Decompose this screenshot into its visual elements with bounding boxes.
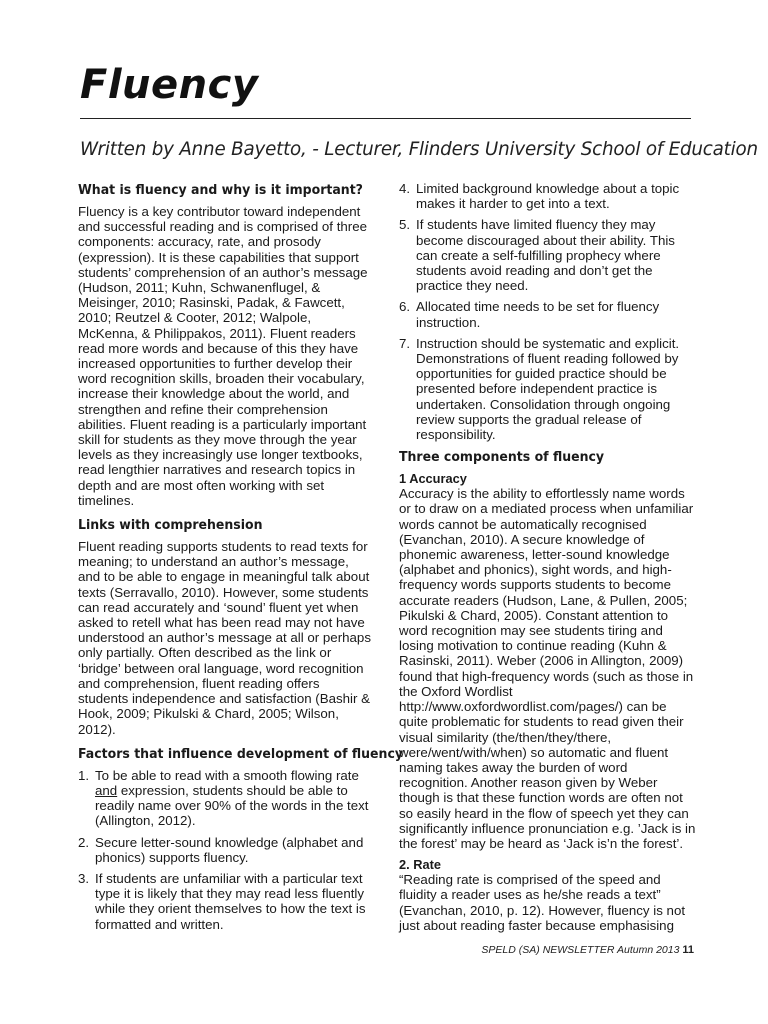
page-number: 11 [682, 944, 694, 956]
list-item [399, 217, 696, 293]
factors-list-continued [399, 181, 696, 442]
list-number: 2. [78, 834, 90, 850]
right-column [399, 181, 696, 933]
list-item [399, 181, 696, 211]
factors-list [78, 768, 373, 932]
list-number: 7. [399, 335, 411, 351]
subheading-accuracy: 1 Accuracy [399, 471, 467, 487]
paragraph-accuracy: Accuracy is the ability to effortlessly name words or to draw on a mediated process when unfamiliar words cannot be automatically recognised (Evanchan, 2010). A secure knowledge of phonemic awareness, letter-sound knowledge (alphabet and phonics), sight words, and high-frequency words supports students to become accurate readers (Hudson, Lane, & Pullen, 2005; Pikulski & Chard, 2005). Constant attention to word recognition may see students tiring and losing motivation to continue reading (Kuhn & Rasinski, 2011). Weber (2006 in Allington, 2009) found that high-frequency words (such as those in the Oxford Wordlist http://www.oxfordwordlist.com/pages/) can be quite problematic for students to read given their visual similarity (the/then/they/there, were/went/with/when) so automatic and fluent naming takes away the burden of word recognition. Another reason given by Weber though is that these function words are often not so easily heard in the flow of speech yet they can significantly influence pronunciation e.g. ’Jack is in the forest’ may be heard as ‘Jack is’n the forest’. [399, 486, 696, 851]
list-item [78, 871, 373, 932]
list-text: expression, students should be able to readily name over 90% of the words in the text (Allington, 2012). [95, 782, 369, 829]
section-heading-comprehension: Links with comprehension [78, 517, 263, 534]
list-item [78, 835, 373, 865]
list-text: Secure letter-sound knowledge (alphabet and phonics) supports fluency. [95, 834, 364, 865]
list-text: If students have limited fluency they may become discouraged about their ability. This can create a self-fulfilling prophecy where students avoid reading and don’t get the practice they need. [416, 217, 675, 294]
subheading-rate: 2. Rate [399, 857, 441, 873]
footer-publication: SPELD (SA) NEWSLETTER Autumn 2013 [481, 944, 680, 956]
list-number: 4. [399, 181, 411, 196]
list-text: Limited background knowledge about a topic makes it harder to get into a text. [416, 181, 680, 212]
title-divider [80, 118, 691, 119]
list-text-underlined: and [95, 782, 118, 798]
page-title: Fluency [80, 62, 259, 108]
list-number: 6. [399, 299, 411, 315]
page-footer [481, 944, 694, 956]
paragraph-rate: “Reading rate is comprised of the speed and fluidity a reader uses as he/she reads a text” (Evanchan, 2010, p. 12). However, fluency is not just about reading faster because emphasising [399, 872, 686, 933]
author-byline: Written by Anne Bayetto, - Lecturer, Flinders University School of Education [80, 139, 758, 160]
list-item [78, 768, 373, 829]
paragraph-comprehension: Fluent reading supports students to read texts for meaning; to understand an author’s message, and to be able to engage in meaningful talk about texts (Serravallo, 2010). However, some students can read accurately and ‘sound’ fluent yet when asked to retell what has been read may not have understood an author’s message at all or perhaps only partially. Often described as the link or ‘bridge’ between oral language, word recognition and comprehension, fluent reading offers students independence and satisfaction (Bashir & Hook, 2009; Pikulski & Chard, 2005; Wilson, 2012). [78, 539, 371, 737]
paragraph-importance: Fluency is a key contributor toward independent and successful reading and is comprised of three components: accuracy, rate, and prosody (expression). It is these capabilities that support students’ comprehension of an author’s message (Hudson, 2011; Kuhn, Schwanenflugel, & Meisinger, 2010; Rasinski, Padak, & Fawcett, 2010; Reutzel & Cooter, 2012; Walpole, McKenna, & Philippakos, 2011). Fluent readers read more words and because of this they have increased opportunities to further develop their word recognition skills, broaden their vocabulary, increase their knowledge about the world, and strengthen and refine their comprehension abilities. Fluent reading is a particularly important skill for students as they move through the year levels as they increasingly use longer textbooks, read lengthier narratives and research topics in depth and are most often working with set timelines. [78, 204, 368, 508]
list-text: Instruction should be systematic and explicit. Demonstrations of fluent reading followed by opportunities for guided practice should be presented before independent practice is undertaken. Consolidation through ongoing review supports the gradual release of responsibility. [416, 335, 680, 443]
list-number: 3. [78, 870, 90, 886]
section-heading-factors: Factors that influence development of fluency [78, 745, 404, 762]
list-text: If students are unfamiliar with a particular text type it is likely that they may read less fluently while they orient themselves to how the text is formatted and written. [95, 870, 366, 932]
list-number: 1. [78, 767, 90, 783]
list-item [399, 299, 696, 329]
section-heading-importance: What is fluency and why is it important? [78, 182, 363, 198]
list-number: 5. [399, 217, 411, 233]
list-item [399, 336, 696, 442]
list-text: To be able to read with a smooth flowing rate [95, 767, 359, 783]
left-column [78, 181, 404, 938]
section-heading-components: Three components of fluency [399, 449, 605, 466]
list-text: Allocated time needs to be set for fluency instruction. [416, 299, 660, 330]
